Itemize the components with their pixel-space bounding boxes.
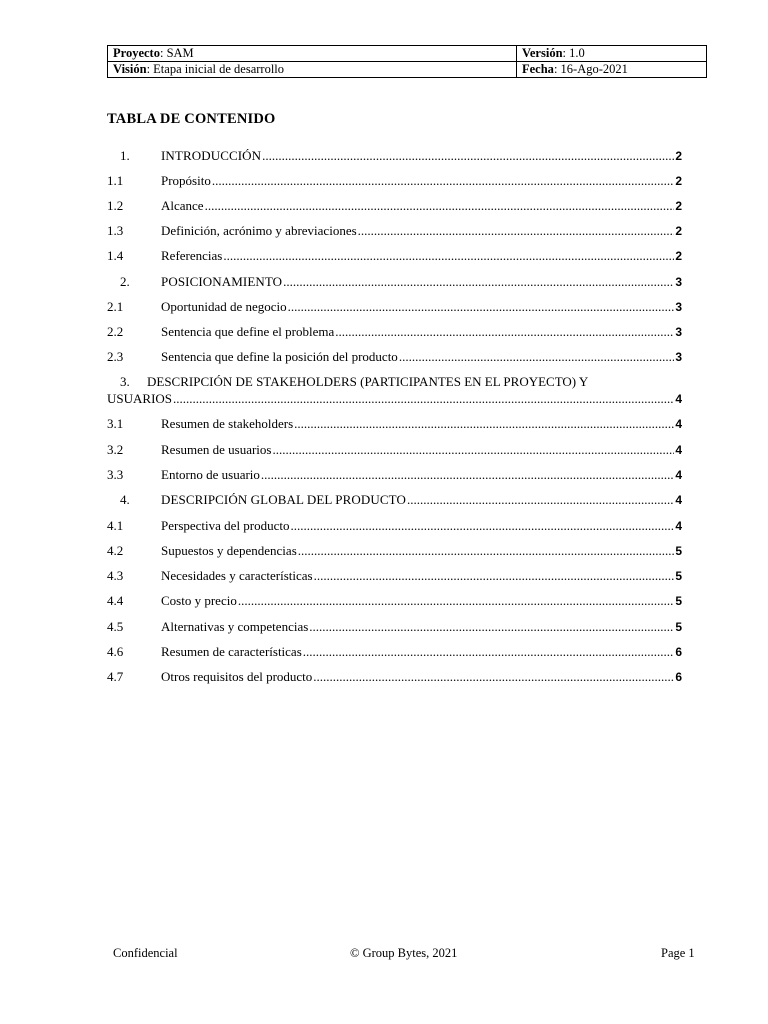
- toc-entry-3-2[interactable]: [107, 440, 682, 460]
- header-row-1: [108, 46, 707, 62]
- toc-entry-number: 4.5: [107, 619, 124, 634]
- toc-entry-title: Supuestos y dependencias: [161, 543, 297, 558]
- toc-leader-dots: [314, 566, 675, 586]
- toc-entry-number: 1.2: [107, 198, 124, 213]
- toc-entry-number: 3.1: [107, 416, 124, 431]
- toc-entry-page: 3: [675, 275, 682, 289]
- toc-leader-dots: [173, 390, 674, 407]
- toc-entry-number: 3.: [120, 374, 130, 389]
- toc-entry-number: 4.6: [107, 644, 124, 659]
- version-label: Versión: [522, 46, 563, 60]
- footer-copyright: © Group Bytes, 2021: [350, 946, 458, 960]
- toc-leader-dots: [303, 642, 675, 662]
- toc-entry-page: 6: [675, 670, 682, 684]
- toc-entry-number: 3.2: [107, 442, 124, 457]
- toc-entry-line-2: [107, 390, 682, 408]
- toc-entry-page: 2: [675, 224, 682, 238]
- toc-entry-title: Alternativas y competencias: [161, 619, 309, 634]
- toc-entry-page: 2: [675, 149, 682, 163]
- toc-entry-2-3[interactable]: [107, 347, 682, 367]
- document-header-table: [107, 45, 707, 78]
- toc-entry-title: Costo y precio: [161, 593, 237, 608]
- toc-entry-page: 6: [675, 645, 682, 659]
- toc-entry-4-1[interactable]: [107, 516, 682, 536]
- toc-entry-page: 4: [675, 468, 682, 482]
- toc-leader-dots: [407, 490, 674, 510]
- toc-entry-page: 3: [675, 350, 682, 364]
- toc-entry-page: 4: [675, 417, 682, 431]
- toc-entry-number: 4.3: [107, 568, 124, 583]
- toc-entry-page: 4: [675, 392, 682, 406]
- toc-leader-dots: [358, 221, 675, 241]
- toc-entry-title: Perspectiva del producto: [161, 518, 290, 533]
- toc-entry-title: Sentencia que define la posición del producto: [161, 349, 398, 364]
- toc-entry-number: 1.: [120, 148, 130, 163]
- toc-entry-title: Entorno de usuario: [161, 467, 260, 482]
- project-value: : SAM: [159, 46, 194, 60]
- toc-entry-number: 4.1: [107, 518, 124, 533]
- toc-entry-title: Resumen de usuarios: [161, 442, 272, 457]
- toc-entry-number: 4.4: [107, 593, 124, 608]
- toc-leader-dots: [298, 541, 675, 561]
- toc-entry-1-3[interactable]: [107, 221, 682, 241]
- toc-title: TABLA DE CONTENIDO: [107, 111, 276, 127]
- toc-leader-dots: [291, 516, 675, 536]
- toc-entry-number: 3.3: [107, 467, 124, 482]
- date-label: Fecha: [522, 62, 554, 76]
- toc-entry-title: DESCRIPCIÓN DE STAKEHOLDERS (PARTICIPANTES EN EL PROYECTO) Y: [147, 374, 589, 389]
- footer-confidential: Confidencial: [113, 946, 178, 960]
- toc-entry-1-4[interactable]: [107, 246, 682, 266]
- project-label: Proyecto: [113, 46, 160, 60]
- toc-entry-title: Necesidades y características: [161, 568, 313, 583]
- toc-entry-title: Otros requisitos del producto: [161, 669, 313, 684]
- toc-entry-page: 5: [675, 594, 682, 608]
- toc-leader-dots: [309, 617, 674, 637]
- toc-entry-number: 2.3: [107, 349, 124, 364]
- toc-leader-dots: [294, 414, 674, 434]
- toc-entry-title: Alcance: [161, 198, 204, 213]
- toc-leader-dots: [261, 465, 674, 485]
- toc-entry-number: 1.3: [107, 223, 124, 238]
- toc-entry-title: Resumen de características: [161, 644, 302, 659]
- toc-entry-page: 5: [675, 544, 682, 558]
- toc-entry-page: 5: [675, 569, 682, 583]
- toc-entry-title: INTRODUCCIÓN: [161, 148, 262, 163]
- toc-entry-number: 2.1: [107, 299, 124, 314]
- toc-entry-title: DESCRIPCIÓN GLOBAL DEL PRODUCTO: [161, 492, 406, 507]
- toc-entry-title: Referencias: [161, 248, 223, 263]
- toc-entry-page: 5: [675, 620, 682, 634]
- vision-cell: [108, 62, 517, 78]
- version-value: : 1.0: [562, 46, 585, 60]
- toc-entry-title: Definición, acrónimo y abreviaciones: [161, 223, 357, 238]
- toc-leader-dots: [313, 667, 674, 687]
- toc-entry-line-1: [107, 373, 682, 390]
- toc-entry-4-5[interactable]: [107, 617, 682, 637]
- toc-entry-4-3[interactable]: [107, 566, 682, 586]
- toc-entry-1-2[interactable]: [107, 196, 682, 216]
- toc-entry-title: POSICIONAMIENTO: [161, 274, 283, 289]
- toc-entry-title: Resumen de stakeholders: [161, 416, 294, 431]
- toc-entry-number: 4.2: [107, 543, 124, 558]
- project-cell: [108, 46, 517, 62]
- toc-leader-dots: [288, 297, 675, 317]
- toc-entry-page: 2: [675, 174, 682, 188]
- toc-leader-dots: [335, 322, 674, 342]
- toc-entry-number: 4.7: [107, 669, 124, 684]
- toc-entry-4[interactable]: [107, 490, 682, 510]
- toc-entry-1-1[interactable]: [107, 171, 682, 191]
- date-cell: [517, 62, 707, 78]
- header-row-2: [108, 62, 707, 78]
- toc-entry-number: 1.4: [107, 248, 124, 263]
- toc-leader-dots: [238, 591, 674, 611]
- toc-leader-dots: [399, 347, 675, 367]
- toc-entry-page: 3: [675, 300, 682, 314]
- toc-entry-page: 4: [675, 519, 682, 533]
- toc-leader-dots: [283, 272, 674, 292]
- toc-entry-2-2[interactable]: [107, 322, 682, 342]
- toc-entry-2-1[interactable]: [107, 297, 682, 317]
- toc-entry-title: Sentencia que define el problema: [161, 324, 335, 339]
- toc-entry-title: Propósito: [161, 173, 211, 188]
- toc-entry-title: Oportunidad de negocio: [161, 299, 287, 314]
- toc-entry-page: 3: [675, 325, 682, 339]
- toc-entry-page: 4: [675, 443, 682, 457]
- toc-entry-page: 4: [675, 493, 682, 507]
- date-value: : 16-Ago-2021: [553, 62, 628, 76]
- toc-entry-4-2[interactable]: [107, 541, 682, 561]
- toc-leader-dots: [262, 146, 674, 166]
- toc-leader-dots: [272, 440, 674, 460]
- toc-entry-number: 1.1: [107, 173, 124, 188]
- toc-entry-number: 4.: [120, 492, 130, 507]
- toc-entry-3-3[interactable]: [107, 465, 682, 485]
- toc-leader-dots: [212, 171, 674, 191]
- toc-leader-dots: [205, 196, 675, 216]
- toc-entry-4-4[interactable]: [107, 591, 682, 611]
- version-cell: [517, 46, 707, 62]
- toc-entry-4-7[interactable]: [107, 667, 682, 687]
- toc-entry-page: 2: [675, 249, 682, 263]
- toc-leader-dots: [223, 246, 674, 266]
- vision-value: : Etapa inicial de desarrollo: [146, 62, 285, 76]
- toc-entry-title-continued: USUARIOS: [107, 391, 173, 406]
- toc-entry-number: 2.: [120, 274, 130, 289]
- toc-entry-1[interactable]: [107, 146, 682, 166]
- vision-label: Visión: [113, 62, 147, 76]
- toc-entry-page: 2: [675, 199, 682, 213]
- footer-page-number: Page 1: [661, 946, 695, 960]
- toc-entry-3-1[interactable]: [107, 414, 682, 434]
- toc-entry-number: 2.2: [107, 324, 124, 339]
- toc-entry-2[interactable]: [107, 272, 682, 292]
- toc-entry-4-6[interactable]: [107, 642, 682, 662]
- toc-entry-3[interactable]: [107, 373, 682, 408]
